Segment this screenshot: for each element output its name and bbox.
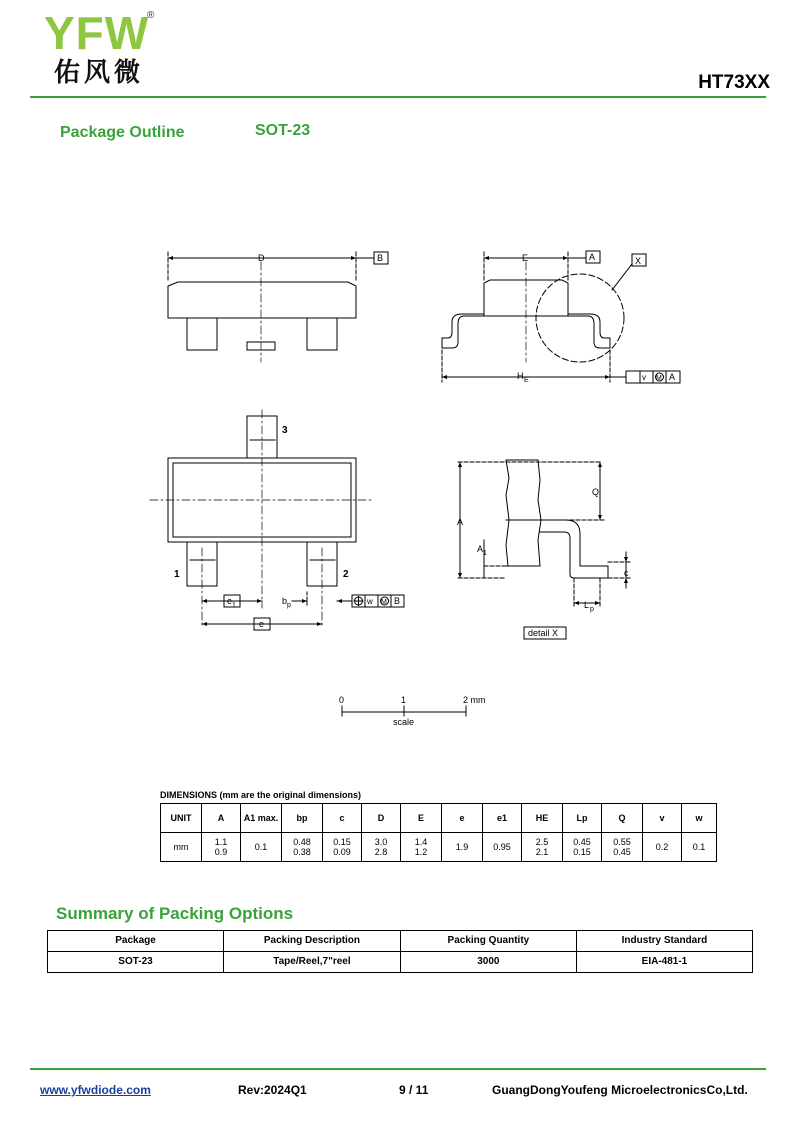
dimensions-value-cell: 1.1 0.9: [202, 833, 241, 862]
label-HE: H: [517, 371, 524, 381]
scale-tick-2: 2 mm: [463, 695, 486, 705]
label-D: D: [258, 253, 265, 263]
label-X: X: [635, 256, 642, 266]
dimensions-value-cell: 0.45 0.15: [563, 833, 602, 862]
dimensions-value-cell: 0.2: [643, 833, 682, 862]
packing-value-cell: Tape/Reel,7"reel: [224, 952, 401, 973]
packing-title: Summary of Packing Options: [56, 904, 294, 923]
packing-value-cell: 3000: [400, 952, 576, 973]
dimensions-value-cell: 0.1: [241, 833, 282, 862]
pin1-label: 1: [174, 569, 180, 580]
dimensions-value-cell: 3.0 2.8: [362, 833, 401, 862]
label-e1-sub: 1: [232, 602, 236, 609]
dimensions-table: [160, 803, 717, 862]
registered-mark: ®: [147, 10, 155, 21]
dimensions-value-cell: 0.55 0.45: [602, 833, 643, 862]
package-name: SOT-23: [255, 122, 311, 139]
dimensions-header-cell: E: [401, 804, 442, 833]
pin3-label: 3: [282, 425, 288, 436]
dimensions-value-cell: 0.15 0.09: [323, 833, 362, 862]
dimensions-header-cell: A1 max.: [241, 804, 282, 833]
scale-tick-0: 0: [339, 695, 345, 705]
packing-header-cell: Packing Description: [224, 931, 401, 952]
label-c: c: [624, 568, 629, 578]
dimensions-value-cell: mm: [161, 833, 202, 862]
packing-value-cell: EIA-481-1: [576, 952, 752, 973]
label-HE-sub: E: [524, 377, 529, 384]
dimensions-header-cell: UNIT: [161, 804, 202, 833]
dimensions-header-cell: D: [362, 804, 401, 833]
label-A: A: [457, 517, 464, 527]
label-w: w: [367, 597, 373, 606]
scale-tick-1: 1: [401, 695, 407, 705]
dimensions-header-cell: bp: [282, 804, 323, 833]
packing-header-cell: Industry Standard: [576, 931, 752, 952]
label-A-ref2: A: [669, 372, 676, 382]
packing-header-row: [48, 931, 753, 952]
packing-header-cell: Package: [48, 931, 224, 952]
footer-rule: [30, 1068, 766, 1070]
dimensions-header-cell: w: [682, 804, 717, 833]
label-M2: M: [381, 599, 387, 606]
label-B-ref: B: [377, 253, 384, 263]
dimensions-value-cell: 1.9: [442, 833, 483, 862]
label-A1: A: [477, 544, 484, 554]
part-number: HT73XX: [698, 72, 770, 93]
dimensions-value-cell: 1.4 1.2: [401, 833, 442, 862]
dimensions-value-cell: 2.5 2.1: [522, 833, 563, 862]
revision: Rev:2024Q1: [238, 1083, 307, 1097]
dimensions-header-row: [161, 804, 717, 833]
page-number: 9 / 11: [399, 1083, 429, 1097]
detail-x-label: detail X: [528, 628, 559, 638]
label-Q: Q: [592, 487, 600, 497]
logo-chinese: 佑风微: [54, 58, 145, 88]
dimensions-header-cell: Lp: [563, 804, 602, 833]
logo-latin: YFW: [44, 7, 150, 59]
dimensions-header-cell: v: [643, 804, 682, 833]
dimensions-header-cell: A: [202, 804, 241, 833]
label-e: e: [259, 619, 265, 629]
label-A1-sub: 1: [483, 550, 487, 557]
label-B-ref2: B: [394, 596, 401, 606]
packing-value-cell: SOT-23: [48, 952, 224, 973]
website-link[interactable]: www.yfwdiode.com: [40, 1083, 151, 1097]
label-v: v: [642, 373, 646, 382]
label-E: E: [522, 253, 529, 263]
pin2-label: 2: [343, 569, 349, 580]
dimensions-value-cell: 0.1: [682, 833, 717, 862]
dimensions-header-cell: HE: [522, 804, 563, 833]
dimensions-caption: DIMENSIONS (mm are the original dimensions): [160, 790, 362, 800]
dimensions-header-cell: c: [323, 804, 362, 833]
label-bp: b: [282, 596, 288, 606]
dimensions-header-cell: Q: [602, 804, 643, 833]
company-name: GuangDongYoufeng MicroelectronicsCo,Ltd.: [492, 1083, 748, 1097]
label-e1: e: [227, 596, 233, 606]
label-A-ref: A: [589, 252, 596, 262]
package-outline-title: Package Outline: [60, 124, 185, 141]
dimensions-value-cell: 0.48 0.38: [282, 833, 323, 862]
dimensions-header-cell: e1: [483, 804, 522, 833]
dimensions-data-row: [161, 833, 717, 862]
dimensions-value-cell: 0.95: [483, 833, 522, 862]
label-Lp: L: [584, 600, 590, 610]
label-bp-sub: p: [287, 602, 291, 609]
scale-label: scale: [393, 717, 415, 727]
label-Lp-sub: p: [590, 606, 594, 613]
packing-data-row: [48, 952, 753, 973]
packing-table: [47, 930, 753, 973]
label-M: M: [656, 375, 662, 382]
dimensions-header-cell: e: [442, 804, 483, 833]
packing-header-cell: Packing Quantity: [400, 931, 576, 952]
